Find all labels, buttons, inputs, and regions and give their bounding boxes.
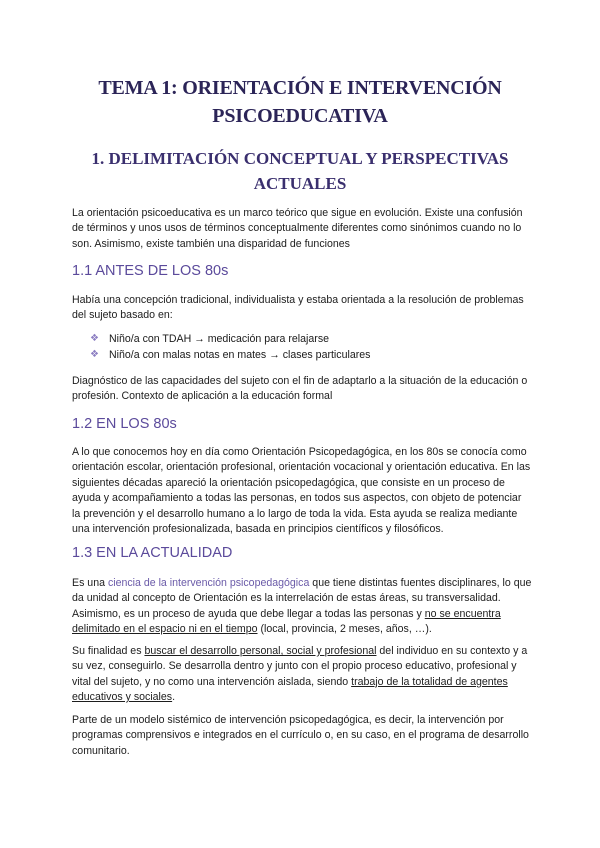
section-1-1-bullet-list bbox=[90, 331, 520, 363]
text-run: del individuo en su contexto y a su vez, conseguirlo. Se desarrolla dentro y junto con el propio proceso educativo, profesional y vital del sujeto, y no como una intervención aislada, siendo bbox=[72, 645, 528, 688]
section-1-heading: 1. DELIMITACIÓN CONCEPTUAL Y PERSPECTIVAS ACTUALES bbox=[91, 149, 509, 193]
diamond-bullet-icon: ❖ bbox=[90, 349, 99, 360]
section-1-intro: La orientación psicoeducativa es un marco teórico que sigue en evolución. Existe una confusión de términos y unos usos de términos conceptualmente diferentes como sinónimos cuando no lo son. Asimismo, existe también una disparidad de funciones bbox=[72, 207, 523, 250]
list-item-text: Niño/a con malas notas en mates → clases particulares bbox=[109, 349, 371, 361]
list-item-text: Niño/a con TDAH → medicación para relajarse bbox=[109, 333, 330, 345]
section-1-2-paragraph: A lo que conocemos hoy en día como Orientación Psicopedagógica, en los 80s se conocía como orientación escolar, orientación profesional, orientación vocacional y orientación educativa. En las siguientes décadas apareció la orientación psicopedagógica, que consiste en un proceso de ayuda y acompañamiento a todas las personas, en todos sus aspectos, con objeto de potenciar la prevención y el desarrollo humano a lo largo de toda la vida. Esta ayuda se realiza mediante una intervención profesionalizada, basada en principios científicos y filosóficos. bbox=[72, 446, 531, 536]
text-run: . bbox=[172, 691, 176, 704]
section-1-3-paragraph-2 bbox=[72, 644, 532, 706]
underlined-phrase: trabajo de la totalidad de agentes educativos y sociales bbox=[72, 675, 508, 704]
section-1-2-heading: 1.2 EN LOS 80s bbox=[72, 416, 177, 432]
text-run: Su finalidad es bbox=[72, 645, 145, 657]
underlined-phrase: buscar el desarrollo personal, social y profesional bbox=[144, 645, 377, 657]
list-item bbox=[90, 347, 520, 363]
section-1-1-paragraph: Había una concepción tradicional, individualista y estaba orientada a la resolución de problemas del sujeto basado en: bbox=[72, 294, 524, 322]
section-1-3-paragraph-3: Parte de un modelo sistémico de intervención psicopedagógica, es decir, la intervención por programas comprensivos e integrados en el currículo o, en su caso, en el programa de desarrollo comunitario. bbox=[72, 714, 529, 757]
section-1-3-heading: 1.3 EN LA ACTUALIDAD bbox=[72, 545, 233, 561]
highlighted-term: ciencia de la intervención psicopedagógica bbox=[107, 577, 310, 589]
diamond-bullet-icon: ❖ bbox=[90, 333, 99, 344]
text-run: que tiene distintas fuentes disciplinares, lo que da unidad al concepto de Orientación es la interrelación de estas áreas, su transversalidad. Asimismo, es un proceso de ayuda que debe llegar a todas las personas y bbox=[72, 577, 532, 620]
section-1-3-paragraph-1 bbox=[72, 576, 532, 638]
section-1-1-heading: 1.1 ANTES DE LOS 80s bbox=[72, 263, 229, 279]
page-title: TEMA 1: ORIENTACIÓN E INTERVENCIÓN PSICOEDUCATIVA bbox=[98, 77, 502, 127]
underlined-phrase: no se encuentra delimitado en el espacio ni en el tiempo bbox=[72, 607, 501, 636]
text-run: (local, provincia, 2 meses, años, …). bbox=[257, 623, 432, 636]
section-1-1-paragraph-2: Diagnóstico de las capacidades del sujeto con el fin de adaptarlo a la situación de la educación o profesión. Contexto de aplicación a la educación formal bbox=[72, 375, 528, 403]
list-item bbox=[90, 331, 520, 347]
text-run: Es una bbox=[72, 577, 108, 589]
